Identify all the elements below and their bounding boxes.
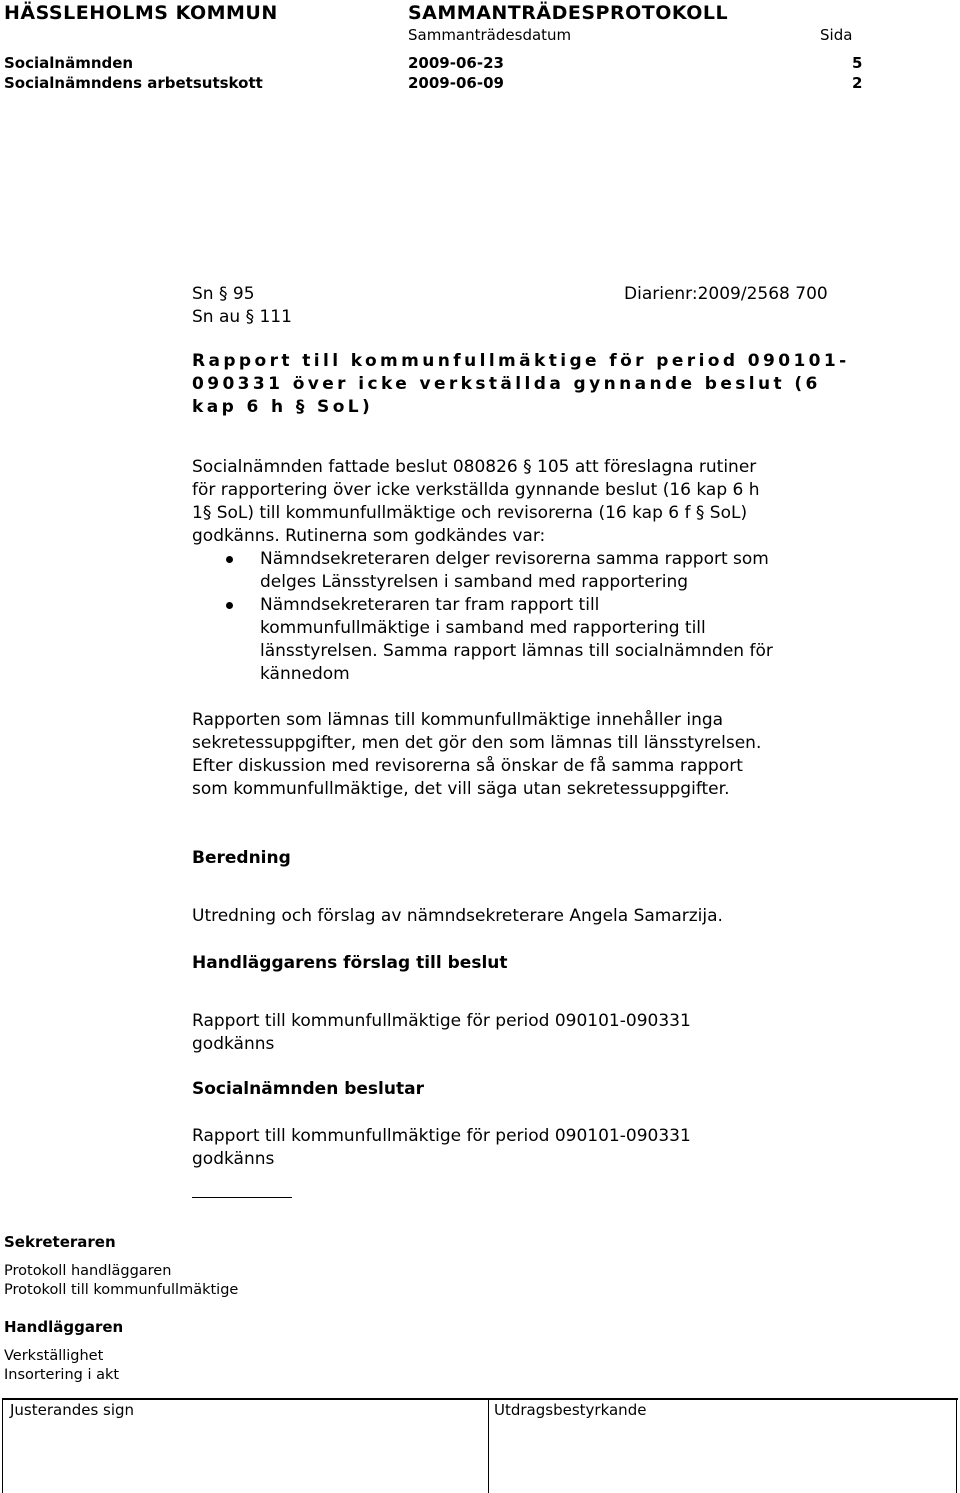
bullet-line: kommunfullmäktige i samband med rapportering till [260, 618, 706, 638]
footer-divider [488, 1398, 489, 1493]
case-title-line: 090331 över icke verkställda gynnande beslut (6 [192, 374, 821, 394]
bullet-line: Nämndsekreteraren tar fram rapport till [260, 595, 600, 615]
header-date-1: 2009-06-23 [408, 54, 504, 72]
footer-rule [2, 1398, 958, 1400]
meeting-date-label: Sammanträdesdatum [408, 26, 572, 44]
paragraph-line: som kommunfullmäktige, det vill säga utan sekretessuppgifter. [192, 779, 730, 799]
intro-line: Socialnämnden fattade beslut 080826 § 105 att föreslagna rutiner [192, 457, 757, 477]
signature-underline [192, 1197, 292, 1198]
distribution-item: Insortering i akt [4, 1367, 120, 1383]
proposal-text [192, 1010, 691, 1056]
document-type: SAMMANTRÄDESPROTOKOLL [408, 2, 729, 24]
header-page-2: 2 [852, 74, 863, 92]
case-title-line: Rapport till kommunfullmäktige för period 090101- [192, 351, 850, 371]
intro-paragraph [192, 456, 760, 548]
beredning-heading: Beredning [192, 848, 291, 868]
beredning-text: Utredning och förslag av nämndsekreterare Angela Samarzija. [192, 906, 723, 926]
decision-text [192, 1125, 691, 1171]
header-page-1: 5 [852, 54, 863, 72]
bullet-marker [226, 602, 233, 609]
paragraph-line: Rapporten som lämnas till kommunfullmäktige innehåller inga [192, 710, 724, 730]
bullet-marker [226, 556, 233, 563]
bullet-item [260, 594, 773, 686]
org-name: HÄSSLEHOLMS KOMMUN [4, 2, 278, 24]
paragraph-line: Efter diskussion med revisorerna så önskar de få samma rapport [192, 756, 743, 776]
secretary-label: Sekreteraren [4, 1233, 116, 1251]
decision-line: godkänns [192, 1149, 275, 1169]
footer-border [956, 1398, 957, 1493]
case-title [192, 350, 912, 419]
distribution-item: Protokoll till kommunfullmäktige [4, 1282, 239, 1298]
case-sn-number: Sn § 95 [192, 284, 255, 304]
proposal-line: Rapport till kommunfullmäktige för period 090101-090331 [192, 1011, 691, 1031]
intro-line: för rapportering över icke verkställda gynnande beslut (16 kap 6 h [192, 480, 760, 500]
adjusters-signature-label: Justerandes sign [10, 1401, 135, 1419]
paragraph-line: sekretessuppgifter, men det gör den som lämnas till länsstyrelsen. [192, 733, 762, 753]
distribution-item: Verkställighet [4, 1348, 104, 1364]
decision-heading: Socialnämnden beslutar [192, 1079, 424, 1099]
bullet-item [260, 548, 769, 594]
secrecy-paragraph [192, 709, 761, 801]
header-body-1: Socialnämnden [4, 54, 134, 72]
extract-certification-label: Utdragsbestyrkande [494, 1401, 647, 1419]
intro-line: 1§ SoL) till kommunfullmäktige och revisorerna (16 kap 6 f § SoL) [192, 503, 748, 523]
case-sn-au-number: Sn au § 111 [192, 307, 292, 327]
bullet-line: länsstyrelsen. Samma rapport lämnas till socialnämnden för [260, 641, 773, 661]
case-title-line: kap 6 h § SoL) [192, 397, 374, 417]
footer-border [2, 1398, 3, 1493]
page-label: Sida [820, 26, 853, 44]
bullet-line: Nämndsekreteraren delger revisorerna samma rapport som [260, 549, 769, 569]
diarie-number: Diarienr:2009/2568 700 [624, 284, 828, 304]
proposal-heading: Handläggarens förslag till beslut [192, 953, 508, 973]
bullet-line: kännedom [260, 664, 350, 684]
bullet-line: delges Länsstyrelsen i samband med rapportering [260, 572, 689, 592]
header-body-2: Socialnämndens arbetsutskott [4, 74, 263, 92]
decision-line: Rapport till kommunfullmäktige för period 090101-090331 [192, 1126, 691, 1146]
proposal-line: godkänns [192, 1034, 275, 1054]
case-officer-label: Handläggaren [4, 1318, 124, 1336]
header-date-2: 2009-06-09 [408, 74, 504, 92]
distribution-item: Protokoll handläggaren [4, 1263, 172, 1279]
intro-line: godkänns. Rutinerna som godkändes var: [192, 526, 546, 546]
